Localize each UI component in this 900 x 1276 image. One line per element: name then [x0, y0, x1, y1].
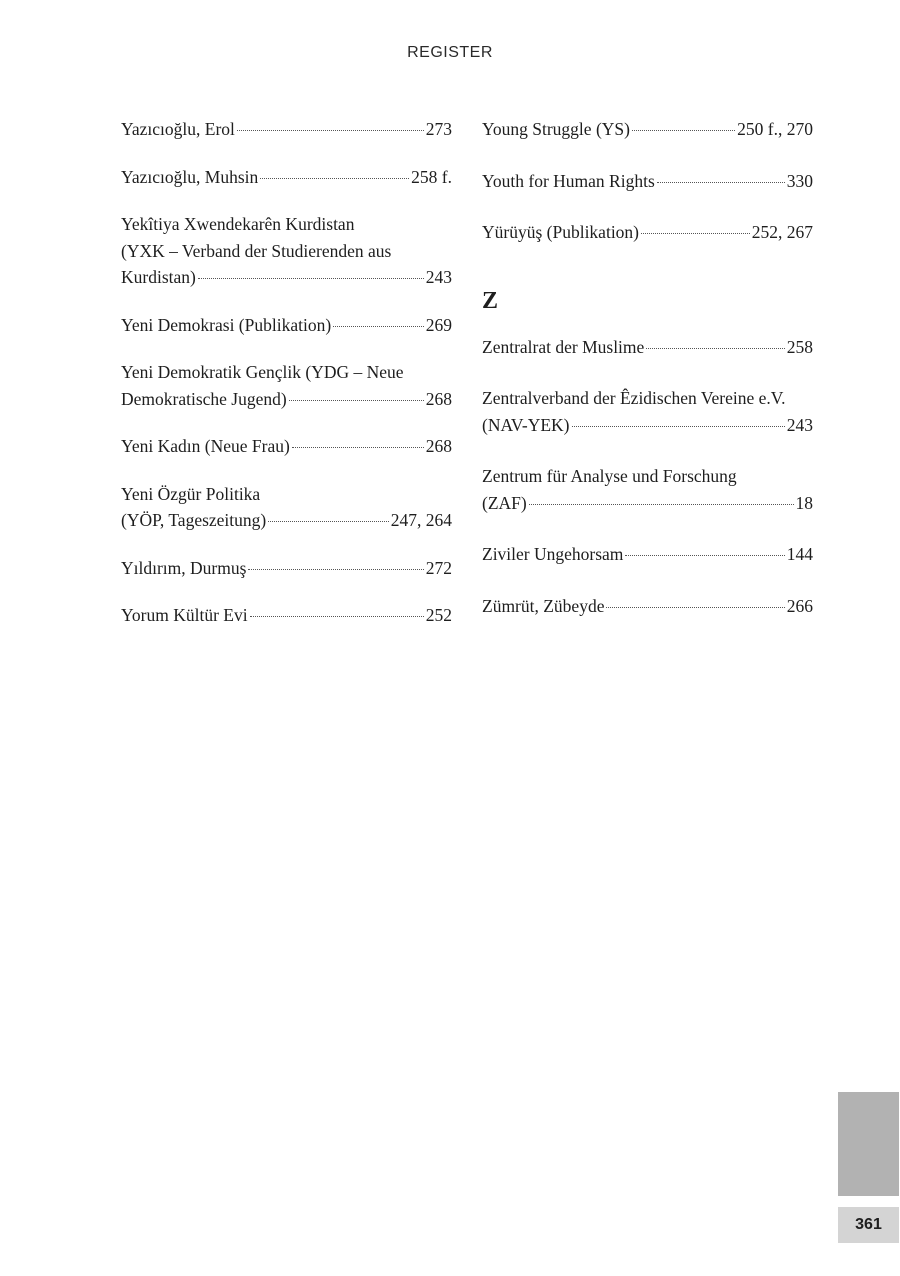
index-entry [482, 593, 813, 620]
dot-leader [268, 521, 389, 522]
entry-last-line [482, 412, 813, 439]
entry-page-refs: 247, 264 [390, 510, 452, 530]
entry-last-line [121, 264, 452, 291]
dot-leader [237, 130, 424, 131]
index-entry [121, 555, 452, 582]
entry-last-line [482, 116, 813, 143]
z-entries [482, 334, 813, 620]
entry-page-refs: 252, 267 [751, 222, 813, 242]
entry-term: Demokratische Jugend) [121, 388, 287, 409]
dot-leader [657, 182, 785, 183]
entry-term: Yürüyüş (Publikation) [482, 222, 640, 242]
entry-last-line [121, 555, 452, 582]
entry-last-line [121, 116, 452, 143]
entry-page-refs: 144 [786, 544, 813, 564]
thumb-index-tab [838, 1092, 899, 1196]
dot-leader [333, 326, 424, 327]
entry-page-refs: 269 [425, 314, 452, 335]
entry-last-line [482, 593, 813, 620]
entry-page-refs: 268 [425, 436, 452, 456]
entry-term: (ZAF) [482, 492, 527, 513]
index-entry [121, 312, 452, 339]
index-entry [482, 219, 813, 246]
entry-term: Yeni Kadın (Neue Frau) [121, 436, 290, 456]
running-head: REGISTER [407, 44, 493, 61]
index-entry [482, 463, 813, 516]
index-entry [482, 334, 813, 361]
entry-term: Yorum Kültür Evi [121, 605, 248, 625]
y-entries [482, 116, 813, 246]
entry-term-line: Yekîtiya Xwendekarên Kurdistan [121, 214, 355, 234]
dot-leader [529, 504, 794, 505]
entry-term: Youth for Human Rights [482, 170, 655, 191]
section-letter: Z [482, 287, 499, 314]
entry-term: (YÖP, Tageszeitung) [121, 510, 267, 530]
entry-last-line [482, 541, 813, 568]
entry-page-refs: 243 [425, 267, 452, 287]
entry-term-line: Yeni Demokratik Gençlik (YDG – Neue [121, 362, 404, 382]
index-entry [121, 164, 452, 191]
entry-page-refs: 18 [795, 492, 813, 513]
dot-leader [625, 555, 784, 556]
entry-term: Zümrüt, Zübeyde [482, 595, 605, 616]
entry-term: Yeni Demokrasi (Publikation) [121, 314, 332, 335]
entry-term: Kurdistan) [121, 267, 196, 287]
entry-last-line [482, 490, 813, 517]
entry-last-line [121, 602, 452, 629]
entry-last-line [121, 507, 452, 534]
entry-last-line [121, 312, 452, 339]
index-entry [121, 433, 452, 460]
index-entry [121, 481, 452, 534]
entry-term-line: Yeni Özgür Politika [121, 483, 261, 504]
entry-page-refs: 258 [786, 336, 813, 357]
entry-page-refs: 273 [425, 119, 452, 139]
entry-term-line: Zentrum für Analyse und Forschung [482, 466, 737, 486]
entry-page-refs: 268 [425, 388, 452, 409]
dot-leader [292, 447, 424, 448]
entry-term: Zentralrat der Muslime [482, 336, 645, 357]
index-entry [482, 116, 813, 143]
entry-last-line [482, 219, 813, 246]
dot-leader [250, 616, 424, 617]
dot-leader [641, 233, 750, 234]
dot-leader [248, 569, 423, 570]
dot-leader [632, 130, 735, 131]
dot-leader [572, 426, 785, 427]
index-entry [121, 359, 452, 412]
entry-term: Yazıcıoğlu, Muhsin [121, 166, 259, 187]
index-entry [121, 211, 452, 291]
dot-leader [260, 178, 409, 179]
entry-page-refs: 330 [786, 170, 813, 191]
index-entry [121, 602, 452, 629]
entry-term-line: Zentralverband der Êzidischen Vereine e.V. [482, 388, 786, 408]
dot-leader [289, 400, 424, 401]
entry-page-refs: 266 [786, 595, 813, 616]
entry-last-line [482, 334, 813, 361]
entry-last-line [121, 386, 452, 413]
dot-leader [646, 348, 784, 349]
index-column-right [482, 116, 813, 644]
entry-page-refs: 250 f., 270 [737, 119, 813, 139]
entry-last-line [482, 168, 813, 195]
entry-term: Yıldırım, Durmuş [121, 557, 247, 578]
index-entry [482, 385, 813, 438]
entry-term: Yazıcıoğlu, Erol [121, 119, 235, 139]
entry-last-line [121, 164, 452, 191]
entry-term-line: (YXK – Verband der Studierenden aus [121, 240, 392, 261]
dot-leader [606, 607, 784, 608]
entry-page-refs: 252 [425, 605, 452, 625]
page-number: 361 [838, 1207, 899, 1243]
dot-leader [198, 278, 424, 279]
index-entry [482, 541, 813, 568]
entry-term: Ziviler Ungehorsam [482, 544, 624, 564]
entry-term: (NAV-YEK) [482, 414, 570, 435]
index-column-left [121, 116, 452, 650]
entry-last-line [121, 433, 452, 460]
entry-page-refs: 243 [786, 414, 813, 435]
index-entry [121, 116, 452, 143]
entry-page-refs: 258 f. [411, 166, 452, 187]
entry-page-refs: 272 [425, 557, 452, 578]
entry-term: Young Struggle (YS) [482, 119, 630, 139]
index-entry [482, 168, 813, 195]
